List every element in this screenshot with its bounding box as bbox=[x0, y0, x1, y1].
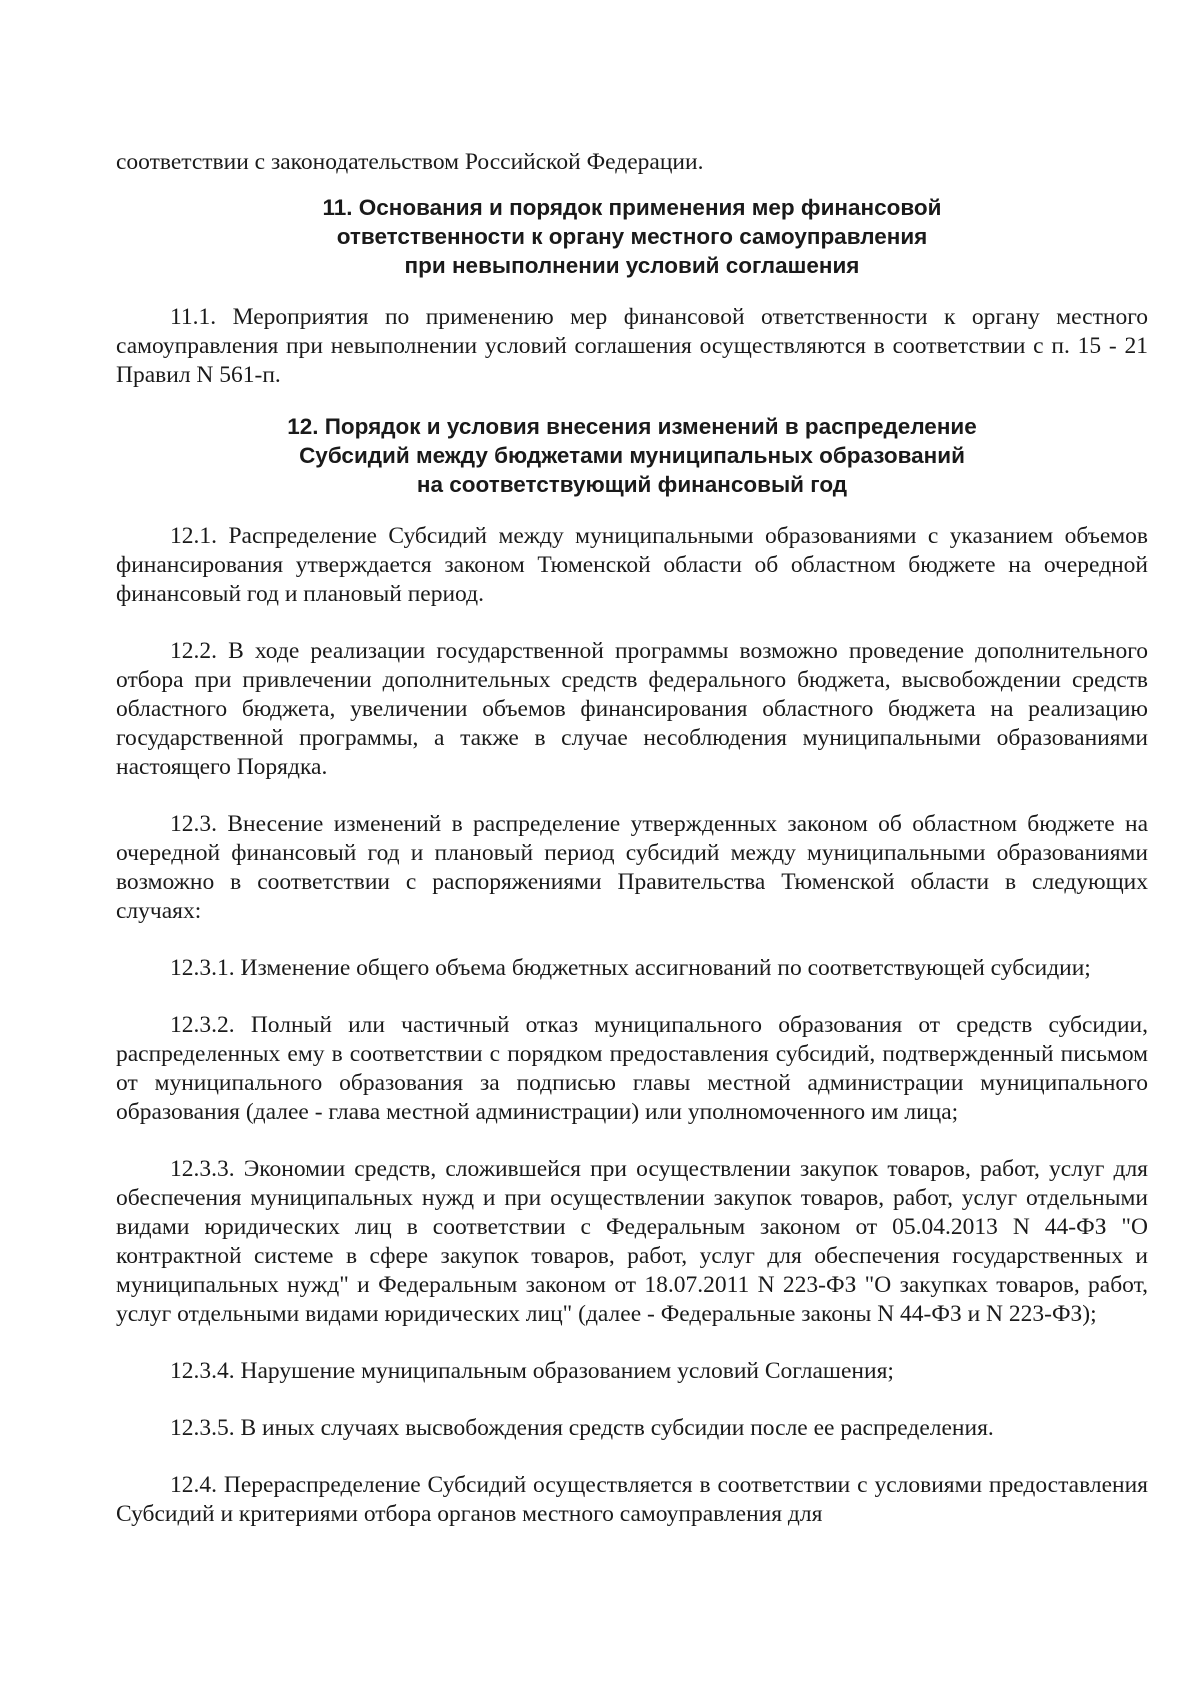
paragraph-12-2: 12.2. В ходе реализации государственной программы возможно проведение дополнительного отбора при привлечении дополнительных средств федерального бюджета, высвобождении средств областного бюджета, увеличении объемов финансирования областного бюджета на реализацию государственной программы, а также в случае несоблюдения муниципальными образованиями настоящего Порядка. bbox=[116, 638, 1148, 780]
section-12-title-line: 12. Порядок и условия внесения изменений в распределение bbox=[287, 414, 977, 439]
section-11-title-line: ответственности к органу местного самоуправления bbox=[336, 224, 928, 249]
paragraph-12-1: 12.1. Распределение Субсидий между муниципальными образованиями с указанием объемов финансирования утверждается законом Тюменской области об областном бюджете на очередной финансовый год и плановый период. bbox=[116, 523, 1148, 607]
paragraph-12-3-5: 12.3.5. В иных случаях высвобождения средств субсидии после ее распределения. bbox=[170, 1415, 994, 1441]
section-11-title-line: 11. Основания и порядок применения мер финансовой bbox=[322, 195, 942, 220]
paragraph-12-3: 12.3. Внесение изменений в распределение утвержденных законом об областном бюджете на очередной финансовый год и плановый период субсидий между муниципальными образованиями возможно в соответствии с распоряжениями Правительства Тюменской области в следующих случаях: bbox=[116, 811, 1148, 924]
continuation-text: соответствии с законодательством Российской Федерации. bbox=[116, 149, 704, 175]
paragraph-12-3-1: 12.3.1. Изменение общего объема бюджетных ассигнований по соответствующей субсидии; bbox=[170, 955, 1091, 981]
paragraph-12-3-3: 12.3.3. Экономии средств, сложившейся при осуществлении закупок товаров, работ, услуг для обеспечения муниципальных нужд и при осуществлении закупок товаров, работ, услуг отдельными видами юридических лиц в соответствии с Федеральным законом от 05.04.2013 N 44-ФЗ "О контрактной системе в сфере закупок товаров, работ, услуг для обеспечения государственных и муниципальных нужд" и Федеральным законом от 18.07.2011 N 223-ФЗ "О закупках товаров, работ, услуг отдельными видами юридических лиц" (далее - Федеральные законы N 44-ФЗ и N 223-ФЗ); bbox=[116, 1156, 1148, 1327]
document-content bbox=[116, 148, 1148, 1529]
section-12-title-line: на соответствующий финансовый год bbox=[416, 472, 848, 497]
paragraph-12-3-2: 12.3.2. Полный или частичный отказ муниципального образования от средств субсидии, распределенных ему в соответствии с порядком предоставления субсидий, подтвержденный письмом от муниципального образования за подписью главы местной администрации муниципального образования (далее - глава местной администрации) или уполномоченного им лица; bbox=[116, 1012, 1148, 1125]
paragraph-11-1: 11.1. Мероприятия по применению мер финансовой ответственности к органу местного самоуправления при невыполнении условий соглашения осуществляются в соответствии с п. 15 - 21 Правил N 561-п. bbox=[116, 304, 1148, 388]
paragraph-12-3-4: 12.3.4. Нарушение муниципальным образованием условий Соглашения; bbox=[170, 1358, 894, 1384]
paragraph-12-4: 12.4. Перераспределение Субсидий осуществляется в соответствии с условиями предоставления Субсидий и критериями отбора органов местного самоуправления для bbox=[116, 1472, 1148, 1527]
section-12-title bbox=[116, 412, 1148, 499]
section-11-title-line: при невыполнении условий соглашения bbox=[404, 253, 860, 278]
section-11-title bbox=[116, 193, 1148, 280]
section-12-title-line: Субсидий между бюджетами муниципальных образований bbox=[299, 443, 965, 468]
